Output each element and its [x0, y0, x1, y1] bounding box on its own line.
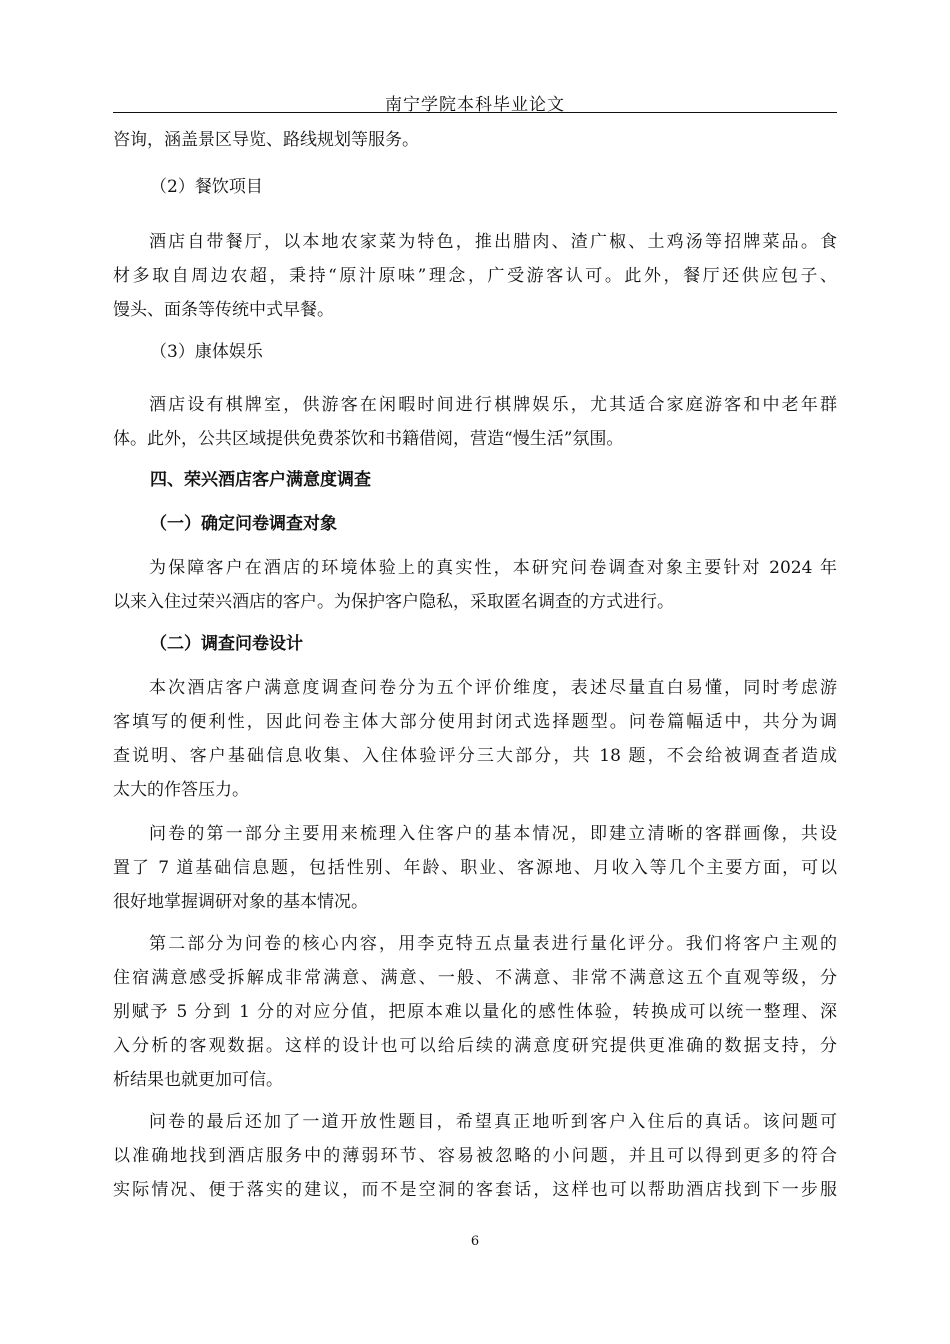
paragraph-line: 很好地掌握调研对象的基本情况。	[113, 892, 368, 912]
paragraph-line: 以准确地找到酒店服务中的薄弱环节、容易被忽略的小问题，并且可以得到更多的符合	[113, 1146, 837, 1166]
paragraph-line: 酒店自带餐厅，以本地农家菜为特色，推出腊肉、渣广椒、土鸡汤等招牌菜品。食	[149, 232, 837, 252]
running-header-title: 南宁学院本科毕业论文	[385, 95, 565, 115]
paragraph-line: 为保障客户在酒店的环境体验上的真实性，本研究问卷调查对象主要针对 2024 年	[149, 558, 837, 578]
paragraph-line: 客填写的便利性，因此问卷主体大部分使用封闭式选择题型。问卷篇幅适中，共分为调	[113, 712, 837, 732]
paragraph-line: 问卷的第一部分主要用来梳理入住客户的基本情况，即建立清晰的客群画像，共设	[149, 824, 837, 844]
paragraph-line: 太大的作答压力。	[113, 780, 249, 800]
paragraph-line: 馒头、面条等传统中式早餐。	[113, 300, 334, 320]
page-number: 6	[470, 1234, 480, 1249]
paragraph-line: 第二部分为问卷的核心内容，用李克特五点量表进行量化评分。我们将客户主观的	[149, 934, 837, 954]
paragraph-line: 材多取自周边农超，秉持“原汁原味”理念，广受游客认可。此外，餐厅还供应包子、	[113, 266, 837, 286]
paragraph-line: 别赋予 5 分到 1 分的对应分值，把原本难以量化的感性体验，转换成可以统一整理、深	[113, 1002, 837, 1022]
paragraph-line: 本次酒店客户满意度调查问卷分为五个评价维度，表述尽量直白易懂，同时考虑游	[149, 678, 837, 698]
paragraph-line: 入分析的客观数据。这样的设计也可以给后续的满意度研究提供更准确的数据支持，分	[113, 1036, 837, 1056]
paragraph-line: 酒店设有棋牌室，供游客在闲暇时间进行棋牌娱乐，尤其适合家庭游客和中老年群	[149, 395, 837, 415]
paragraph-line: 住宿满意感受拆解成非常满意、满意、一般、不满意、非常不满意这五个直观等级，分	[113, 968, 837, 988]
paragraph-line: 咨询，涵盖景区导览、路线规划等服务。	[113, 130, 419, 150]
paragraph-line: 问卷的最后还加了一道开放性题目，希望真正地听到客户入住后的真话。该问题可	[149, 1112, 837, 1132]
subsection-heading-questionnaire-design: （二）调查问卷设计	[150, 634, 303, 654]
subsection-heading-catering: （2）餐饮项目	[150, 177, 263, 197]
paragraph-line: 析结果也就更加可信。	[113, 1070, 283, 1090]
paragraph-line: 置了 7 道基础信息题，包括性别、年龄、职业、客源地、月收入等几个主要方面，可以	[113, 858, 837, 878]
paragraph-line: 以来入住过荣兴酒店的客户。为保护客户隐私，采取匿名调查的方式进行。	[113, 592, 674, 612]
header-divider	[113, 112, 837, 113]
subsection-heading-recreation: （3）康体娱乐	[150, 342, 263, 362]
section-heading-4: 四、荣兴酒店客户满意度调查	[150, 470, 371, 490]
paragraph-line: 体。此外，公共区域提供免费茶饮和书籍借阅，营造“慢生活”氛围。	[113, 429, 624, 449]
subsection-heading-survey-target: （一）确定问卷调查对象	[150, 514, 337, 534]
paragraph-line: 查说明、客户基础信息收集、入住体验评分三大部分，共 18 题，不会给被调查者造成	[113, 746, 837, 766]
paragraph-line: 实际情况、便于落实的建议，而不是空洞的客套话，这样也可以帮助酒店找到下一步服	[113, 1180, 837, 1200]
